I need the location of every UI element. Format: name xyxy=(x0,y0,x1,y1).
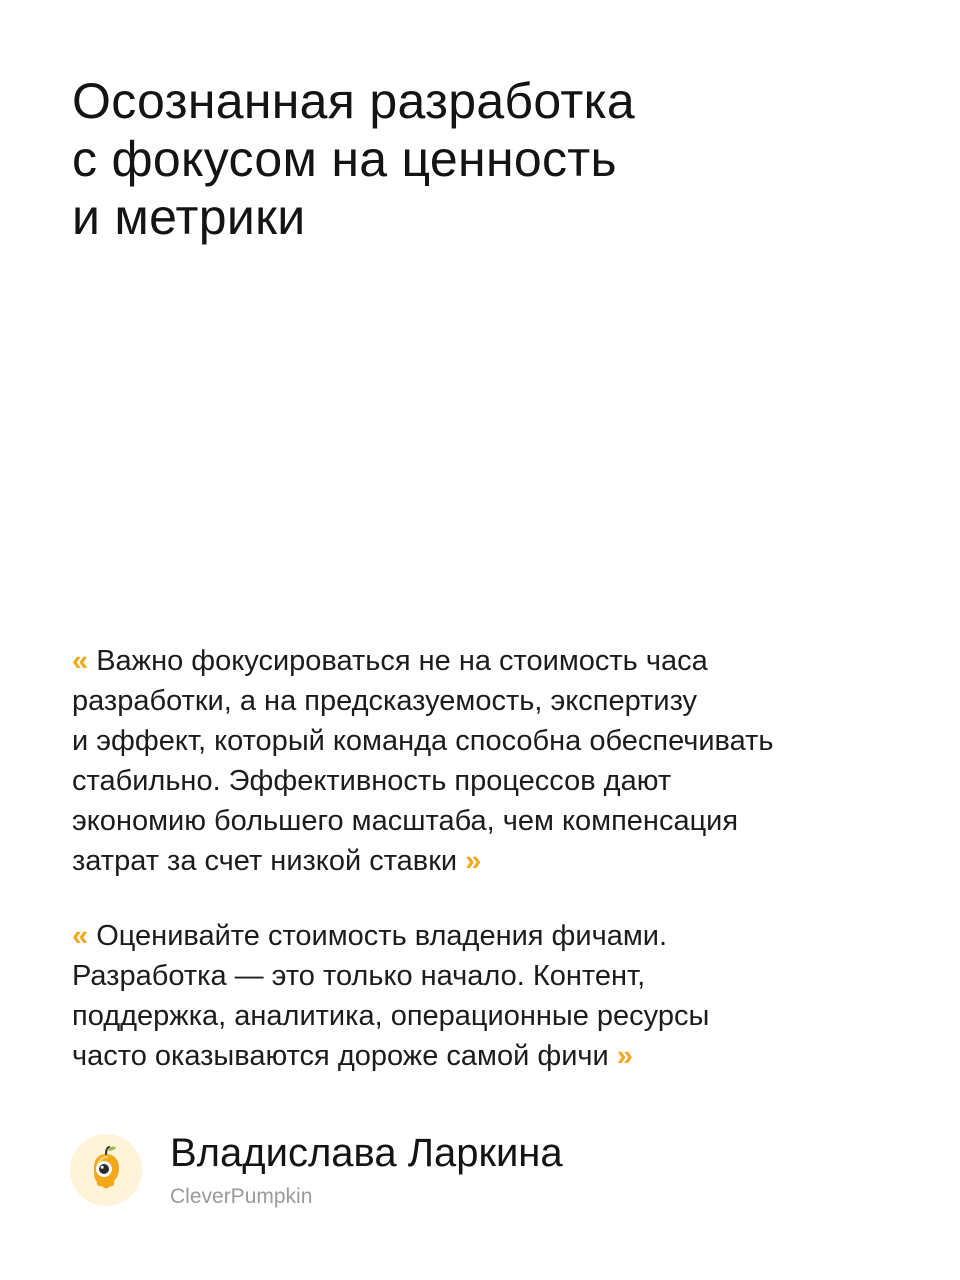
quote-line: экономию большего масштаба, чем компенсация xyxy=(72,805,739,837)
title-line: с фокусом на ценность xyxy=(72,131,617,187)
quote-text: часто оказываются дороже самой фичи xyxy=(72,1040,609,1072)
page-title xyxy=(72,72,872,246)
quote-text: затрат за счет низкой ставки xyxy=(72,845,458,877)
quote-text: Оценивайте стоимость владения фичами. xyxy=(96,920,668,952)
quote-line: и эффект, который команда способна обеспечивать xyxy=(72,725,774,757)
open-quote-mark: « xyxy=(72,645,89,677)
quote-block xyxy=(72,916,902,1076)
clever-pumpkin-logo-icon xyxy=(70,1134,142,1206)
quote-line: поддержка, аналитика, операционные ресурсы xyxy=(72,1000,710,1032)
quote-line: разработки, а на предсказуемость, экспертизу xyxy=(72,685,698,717)
close-quote-mark: » xyxy=(465,845,482,877)
quote-line xyxy=(72,641,902,681)
title-line: и метрики xyxy=(72,189,306,245)
author-name: Владислава Ларкина xyxy=(170,1131,563,1175)
quote-block xyxy=(72,641,902,881)
close-quote-mark: » xyxy=(616,1040,633,1072)
quote-line xyxy=(72,841,902,881)
quote-line xyxy=(72,1036,902,1076)
quote-line: стабильно. Эффективность процессов дают xyxy=(72,765,672,797)
avatar xyxy=(70,1134,142,1206)
title-line: Осознанная разработка xyxy=(72,73,635,129)
author-company: CleverPumpkin xyxy=(170,1185,313,1208)
open-quote-mark: « xyxy=(72,920,89,952)
quote-text: Важно фокусироваться не на стоимость часа xyxy=(96,645,708,677)
quote-line: Разработка — это только начало. Контент, xyxy=(72,960,646,992)
author-block xyxy=(70,1130,770,1210)
quote-line xyxy=(72,916,902,956)
